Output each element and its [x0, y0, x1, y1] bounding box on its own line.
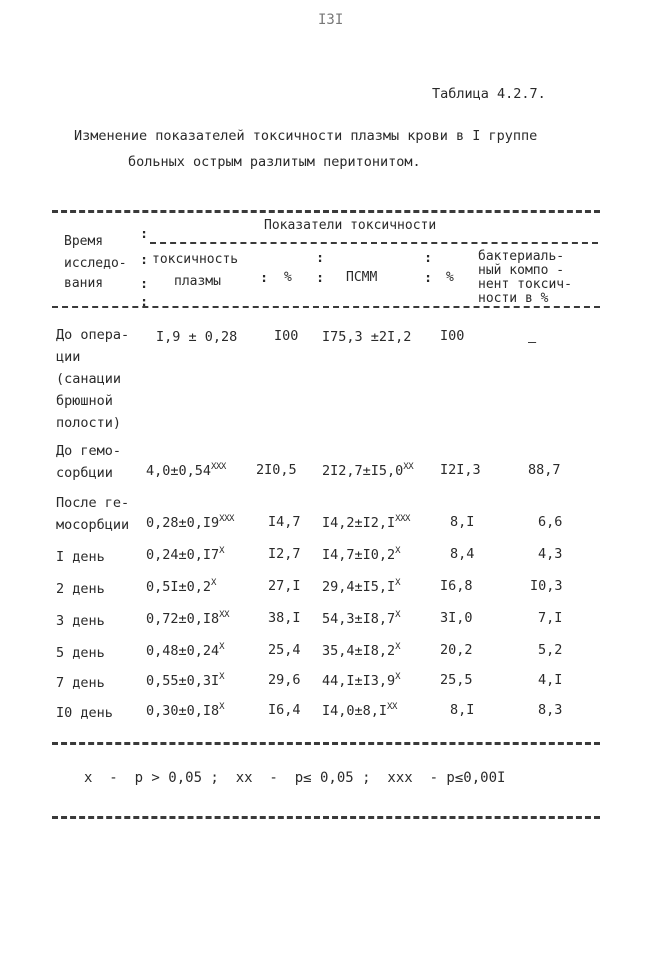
row-label-line: 7 день — [56, 675, 105, 691]
row-label-line: До гемо- — [56, 443, 122, 459]
cell-psm — [322, 546, 400, 563]
cell-pct-2: I6,8 — [440, 578, 473, 594]
cell-pct-2: 3I,0 — [440, 610, 473, 626]
value: 0,48±0,24 — [146, 643, 220, 659]
row-label — [56, 546, 105, 568]
header-bottom-rule — [52, 306, 600, 308]
header-bacterial — [478, 250, 572, 306]
cell-plasma-tox — [146, 672, 224, 689]
row-label-line: 3 день — [56, 613, 105, 629]
header-divider: : — [316, 270, 325, 286]
header-divider: : — [316, 250, 325, 266]
row-label — [56, 492, 129, 536]
row-label-line: мосорбции — [56, 517, 130, 533]
row-label-line: После ге- — [56, 495, 130, 511]
significance-mark: X — [211, 578, 216, 588]
cell-psm — [322, 514, 410, 531]
value: I4,2±I2,I — [322, 515, 396, 531]
cell-pct-2: I2I,3 — [440, 462, 481, 478]
table-top-rule — [52, 210, 600, 213]
row-label-line: полости) — [56, 415, 122, 431]
value: 2I2,7±I5,0 — [322, 463, 404, 479]
cell-bacterial: 7,I — [538, 610, 563, 626]
row-label-line: 2 день — [56, 581, 105, 597]
significance-mark: XX — [219, 610, 229, 620]
significance-mark: X — [219, 546, 225, 556]
cell-plasma-tox — [146, 514, 234, 531]
cell-pct-1: 25,4 — [268, 642, 301, 658]
significance-mark: X — [395, 578, 401, 588]
header-time-line-1: Время — [64, 234, 104, 249]
cell-bacterial: I0,3 — [530, 578, 563, 594]
significance-mark: X — [395, 642, 401, 652]
row-label — [56, 642, 105, 664]
cell-psm — [322, 702, 397, 719]
row-label-line: 5 день — [56, 645, 105, 661]
significance-mark: X — [219, 672, 225, 682]
row-label — [56, 324, 129, 434]
row-label-line: (санации — [56, 371, 122, 387]
significance-mark: XXX — [211, 462, 226, 472]
cell-bacterial: 4,3 — [538, 546, 563, 562]
value: 4,0±0,54 — [146, 463, 212, 479]
header-bacterial-line-1: бактериаль- — [478, 249, 565, 264]
header-divider: : — [140, 276, 149, 292]
cell-bacterial: 4,I — [538, 672, 563, 688]
row-label — [56, 440, 121, 484]
significance-mark: X — [395, 610, 401, 620]
value: 0,5I±0,2 — [146, 579, 212, 595]
cell-bacterial: 8,3 — [538, 702, 563, 718]
header-pct-1: % — [284, 270, 292, 285]
significance-mark: X — [395, 672, 401, 682]
header-time-col — [64, 234, 127, 292]
header-time-line-2: исследо- — [64, 256, 127, 271]
cell-pct-2: I00 — [440, 328, 465, 344]
row-label — [56, 702, 113, 724]
cell-plasma-tox — [146, 462, 226, 479]
cell-plasma-tox — [146, 578, 216, 595]
significance-mark: XX — [387, 702, 397, 712]
footnote-rule — [52, 816, 600, 819]
row-label-line: I день — [56, 549, 105, 565]
significance-mark: X — [219, 702, 225, 712]
value: 54,3±I8,7 — [322, 611, 396, 627]
value: 35,4±I8,2 — [322, 643, 396, 659]
header-divider: : — [140, 294, 149, 310]
header-plasma-tox — [152, 252, 238, 290]
value: 44,I±I3,9 — [322, 673, 396, 689]
cell-pct-1: I2,7 — [268, 546, 301, 562]
value: 0,24±0,I7 — [146, 547, 220, 563]
cell-pct-2: 20,2 — [440, 642, 473, 658]
cell-pct-1: I4,7 — [268, 514, 301, 530]
header-group-label: Показатели токсичности — [264, 218, 437, 233]
header-bacterial-line-2: ный компо - — [478, 263, 565, 278]
significance-mark: X — [395, 546, 401, 556]
table-title-line-2: больных острым разлитым перитонитом. — [128, 154, 421, 170]
header-group-rule — [150, 242, 598, 244]
cell-pct-1: 27,I — [268, 578, 301, 594]
row-label-line: сорбции — [56, 465, 113, 481]
cell-pct-2: 8,I — [450, 702, 475, 718]
value: 0,55±0,3I — [146, 673, 220, 689]
table-title-line-1: Изменение показателей токсичности плазмы крови в I группе — [74, 128, 538, 144]
header-pct-2: % — [446, 270, 454, 285]
row-label-line: брюшной — [56, 393, 113, 409]
cell-pct-1: 38,I — [268, 610, 301, 626]
cell-bacterial: 6,6 — [538, 514, 563, 530]
significance-mark: XX — [403, 462, 414, 472]
header-time-line-3: вания — [64, 276, 104, 291]
value: 0,72±0,I8 — [146, 611, 220, 627]
header-divider: : — [140, 226, 149, 242]
row-label — [56, 578, 105, 600]
cell-plasma-tox — [146, 702, 224, 719]
page-number: IЗI — [318, 12, 344, 28]
cell-pct-1: 2I0,5 — [256, 462, 297, 478]
row-label-line: До опера- — [56, 327, 130, 343]
footnote: x - p > 0,05 ; xx - p≤ 0,05 ; xxx - p≤0,00I — [84, 770, 506, 786]
cell-bacterial: 5,2 — [538, 642, 563, 658]
value: 29,4±I5,I — [322, 579, 396, 595]
header-bacterial-line-4: ности в % — [478, 291, 549, 306]
row-label — [56, 610, 105, 632]
value: 0,30±0,I8 — [146, 703, 220, 719]
header-plasma-tox-line-2: плазмы — [174, 274, 221, 289]
cell-plasma-tox — [146, 642, 224, 659]
value: I75,3 ±2I,2 — [322, 329, 412, 345]
cell-psm — [322, 642, 400, 659]
value: 0,28±0,I9 — [146, 515, 220, 531]
cell-bacterial: — — [528, 334, 537, 350]
cell-plasma-tox — [146, 610, 229, 627]
cell-pct-2: 8,I — [450, 514, 475, 530]
cell-psm — [322, 672, 400, 689]
row-label — [56, 672, 105, 694]
significance-mark: XXX — [395, 514, 410, 524]
cell-plasma-tox — [146, 546, 224, 563]
cell-pct-1: I6,4 — [268, 702, 301, 718]
cell-psm — [322, 462, 413, 479]
header-divider: : — [424, 250, 433, 266]
row-label-line: ции — [56, 349, 81, 365]
cell-pct-2: 25,5 — [440, 672, 473, 688]
value: I4,7±I0,2 — [322, 547, 396, 563]
table-number: Таблица 4.2.7. — [432, 86, 546, 102]
header-divider: : — [424, 270, 433, 286]
cell-psm — [322, 328, 411, 345]
header-divider: : — [260, 270, 269, 286]
value: I,9 ± 0,28 — [156, 329, 238, 345]
cell-psm — [322, 610, 400, 627]
significance-mark: XXX — [219, 514, 234, 524]
cell-pct-2: 8,4 — [450, 546, 475, 562]
cell-pct-1: I00 — [274, 328, 299, 344]
significance-mark: X — [219, 642, 225, 652]
cell-psm — [322, 578, 400, 595]
value: I4,0±8,I — [322, 703, 388, 719]
header-divider: : — [140, 252, 149, 268]
cell-pct-1: 29,6 — [268, 672, 301, 688]
row-label-line: I0 день — [56, 705, 113, 721]
cell-bacterial: 88,7 — [528, 462, 561, 478]
header-plasma-tox-line-1: токсичность — [152, 252, 239, 267]
cell-plasma-tox — [156, 328, 237, 345]
table-bottom-rule — [52, 742, 600, 745]
header-bacterial-line-3: нент токсич- — [478, 277, 572, 292]
header-psm: ПСММ — [346, 270, 378, 285]
